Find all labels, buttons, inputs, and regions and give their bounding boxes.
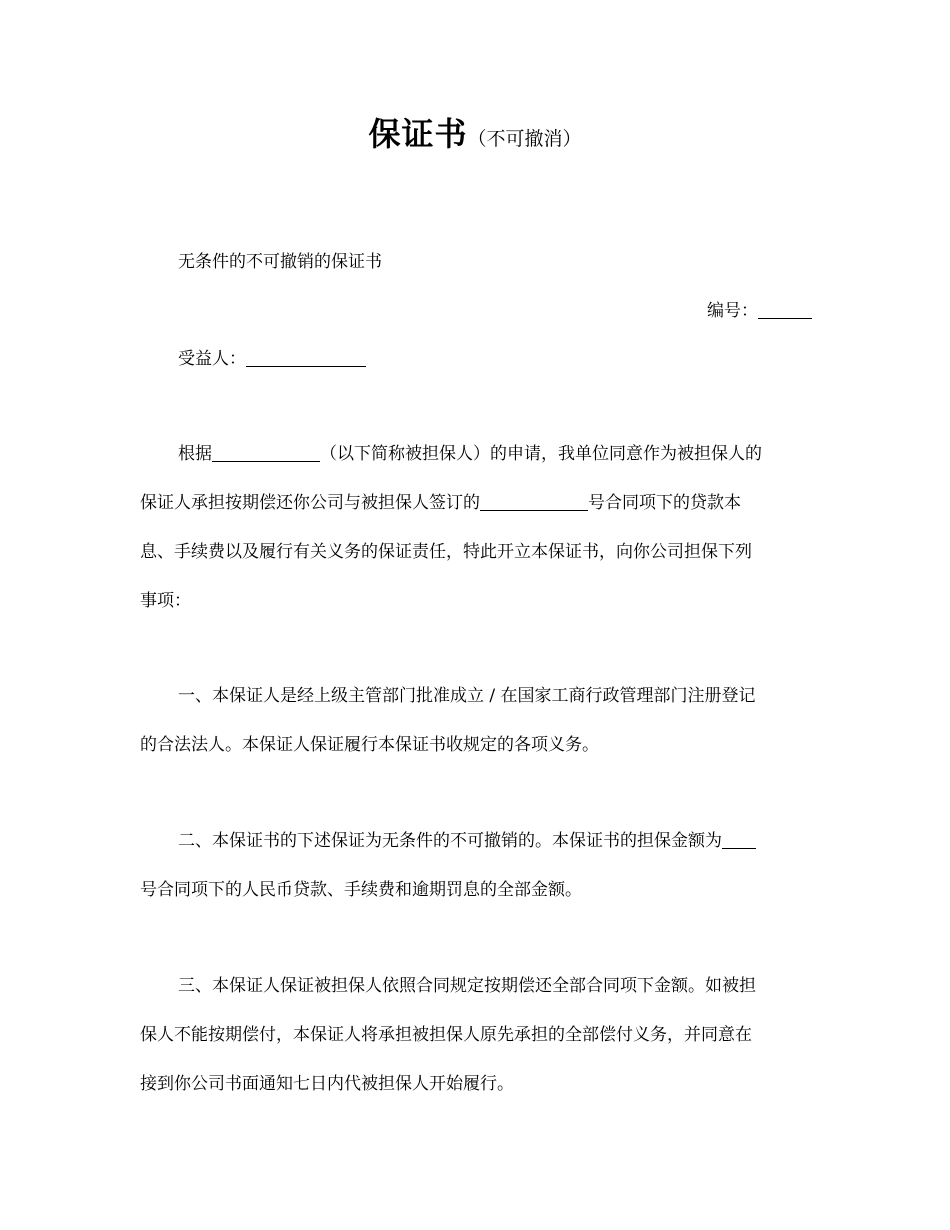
intro-text: 号合同项下的贷款本 (588, 493, 741, 513)
clause-text: 二、本保证书的下述保证为无条件的不可撤销的。本保证书的担保金额为 (178, 831, 722, 851)
amount-blank (722, 831, 756, 849)
contract-number-blank (480, 493, 588, 511)
intro-line-3: 息、手续费以及履行有关义务的保证责任，特此开立本保证书，向你公司担保下列 (140, 542, 752, 562)
intro-line-1 (140, 442, 812, 466)
document-title (0, 114, 950, 160)
clause-1-line-2: 的合法法人。本保证人保证履行本保证书收规定的各项义务。 (140, 735, 599, 755)
guaranteed-party-blank (212, 444, 320, 462)
clause-3-line-1: 三、本保证人保证被担保人依照合同规定按期偿还全部合同项下金额。如被担 (178, 976, 756, 996)
number-label: 编号： (707, 301, 758, 321)
clause-1-line-1: 一、本保证人是经上级主管部门批准成立 / 在国家工商行政管理部门注册登记 (178, 686, 756, 706)
number-blank (758, 301, 812, 319)
intro-line-4: 事项： (140, 591, 191, 611)
intro-text: （以下简称被担保人）的申请，我单位同意作为被担保人的 (320, 444, 762, 464)
clause-3-line-3: 接到你公司书面通知七日内代被担保人开始履行。 (140, 1074, 514, 1094)
beneficiary-field (140, 347, 812, 371)
intro-line-2 (140, 491, 812, 515)
intro-text: 根据 (178, 444, 212, 464)
clause-2-line-1 (140, 829, 812, 853)
clause-3-line-2: 保人不能按期偿付，本保证人将承担被担保人原先承担的全部偿付义务，并同意在 (140, 1025, 752, 1045)
beneficiary-label: 受益人： (178, 349, 246, 369)
number-field (140, 299, 812, 323)
clause-2-line-2: 号合同项下的人民币贷款、手续费和逾期罚息的全部金额。 (140, 880, 582, 900)
intro-text: 保证人承担按期偿还你公司与被担保人签订的 (140, 493, 480, 513)
title-note: （不可撤消） (467, 128, 582, 150)
subtitle: 无条件的不可撤销的保证书 (178, 252, 382, 272)
title-main: 保证书 (368, 115, 468, 153)
beneficiary-blank (246, 349, 366, 367)
